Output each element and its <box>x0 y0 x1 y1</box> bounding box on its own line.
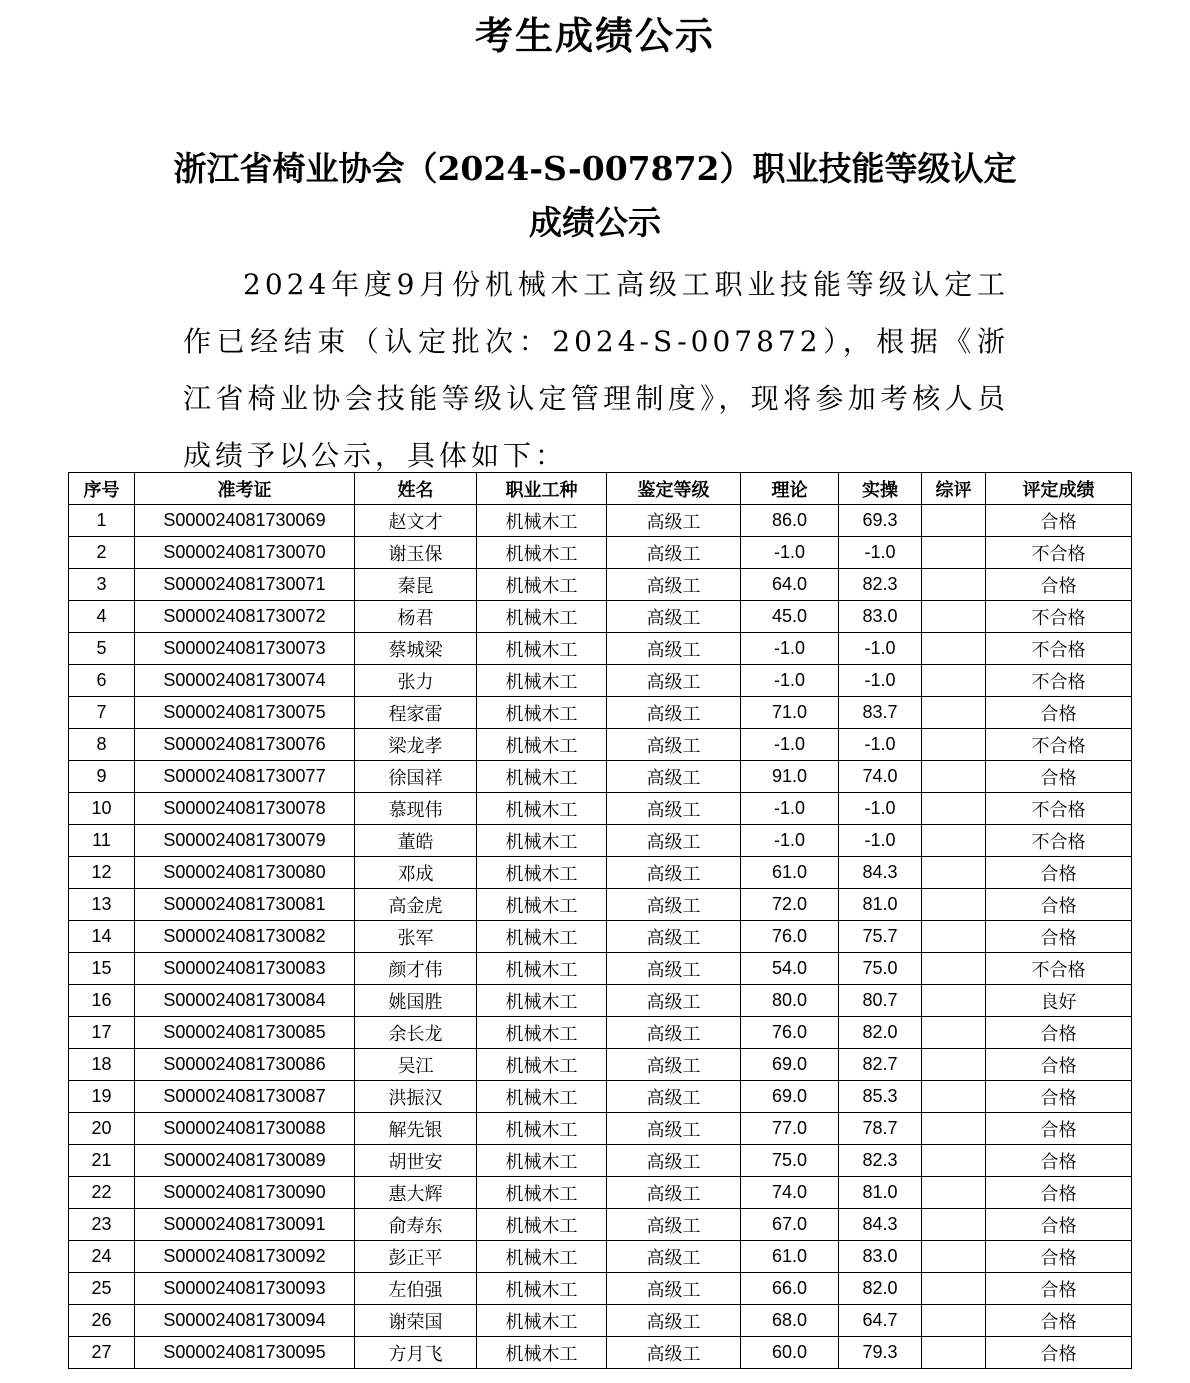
header-cell-ticket: 准考证 <box>135 473 355 505</box>
cell-ticket-number: S000024081730071 <box>135 569 355 601</box>
cell-level: 高级工 <box>607 1145 741 1177</box>
cell-level: 高级工 <box>607 505 741 537</box>
cell-index: 19 <box>69 1081 135 1113</box>
cell-overall-score <box>922 793 986 825</box>
cell-ticket-number: S000024081730083 <box>135 953 355 985</box>
cell-ticket-number: S000024081730075 <box>135 697 355 729</box>
cell-theory-score: 45.0 <box>741 601 839 633</box>
cell-theory-score: -1.0 <box>741 633 839 665</box>
table-row <box>69 1337 1132 1369</box>
cell-occupation: 机械木工 <box>477 985 607 1017</box>
cell-practice-score: 83.0 <box>839 1241 922 1273</box>
cell-level: 高级工 <box>607 921 741 953</box>
table-row <box>69 1049 1132 1081</box>
cell-level: 高级工 <box>607 1305 741 1337</box>
cell-occupation: 机械木工 <box>477 1081 607 1113</box>
document-heading <box>0 142 1190 250</box>
cell-overall-score <box>922 1273 986 1305</box>
cell-level: 高级工 <box>607 697 741 729</box>
header-cell-theory: 理论 <box>741 473 839 505</box>
cell-overall-score <box>922 1081 986 1113</box>
cell-overall-score <box>922 601 986 633</box>
cell-result: 合格 <box>986 1049 1132 1081</box>
cell-overall-score <box>922 729 986 761</box>
cell-index: 3 <box>69 569 135 601</box>
cell-occupation: 机械木工 <box>477 889 607 921</box>
cell-occupation: 机械木工 <box>477 729 607 761</box>
cell-index: 2 <box>69 537 135 569</box>
cell-result: 合格 <box>986 1177 1132 1209</box>
cell-occupation: 机械木工 <box>477 1209 607 1241</box>
document-heading-line1: 浙江省椅业协会（2024-S-007872）职业技能等级认定 <box>173 149 1017 188</box>
cell-overall-score <box>922 1049 986 1081</box>
cell-name: 赵文才 <box>355 505 477 537</box>
cell-overall-score <box>922 1113 986 1145</box>
cell-overall-score <box>922 889 986 921</box>
cell-practice-score: 84.3 <box>839 857 922 889</box>
cell-practice-score: 80.7 <box>839 985 922 1017</box>
cell-practice-score: 69.3 <box>839 505 922 537</box>
cell-occupation: 机械木工 <box>477 857 607 889</box>
table-row <box>69 889 1132 921</box>
header-cell-overall: 综评 <box>922 473 986 505</box>
cell-ticket-number: S000024081730080 <box>135 857 355 889</box>
cell-ticket-number: S000024081730086 <box>135 1049 355 1081</box>
cell-ticket-number: S000024081730076 <box>135 729 355 761</box>
header-cell-occupation: 职业工种 <box>477 473 607 505</box>
cell-overall-score <box>922 1305 986 1337</box>
cell-index: 7 <box>69 697 135 729</box>
cell-index: 12 <box>69 857 135 889</box>
cell-practice-score: 64.7 <box>839 1305 922 1337</box>
cell-name: 程家雷 <box>355 697 477 729</box>
table-header-row <box>69 473 1132 505</box>
cell-overall-score <box>922 697 986 729</box>
table-row <box>69 665 1132 697</box>
cell-theory-score: 66.0 <box>741 1273 839 1305</box>
cell-overall-score <box>922 921 986 953</box>
document-heading-line2: 成绩公示 <box>529 203 661 242</box>
cell-theory-score: 61.0 <box>741 1241 839 1273</box>
cell-occupation: 机械木工 <box>477 633 607 665</box>
cell-result: 合格 <box>986 1241 1132 1273</box>
cell-ticket-number: S000024081730078 <box>135 793 355 825</box>
table-row <box>69 1113 1132 1145</box>
cell-index: 6 <box>69 665 135 697</box>
table-row <box>69 601 1132 633</box>
cell-level: 高级工 <box>607 1209 741 1241</box>
cell-index: 18 <box>69 1049 135 1081</box>
cell-index: 26 <box>69 1305 135 1337</box>
cell-level: 高级工 <box>607 1113 741 1145</box>
cell-ticket-number: S000024081730089 <box>135 1145 355 1177</box>
cell-ticket-number: S000024081730088 <box>135 1113 355 1145</box>
cell-result: 不合格 <box>986 729 1132 761</box>
header-cell-name: 姓名 <box>355 473 477 505</box>
cell-result: 合格 <box>986 1273 1132 1305</box>
cell-practice-score: 81.0 <box>839 1177 922 1209</box>
cell-level: 高级工 <box>607 601 741 633</box>
cell-practice-score: -1.0 <box>839 665 922 697</box>
cell-overall-score <box>922 1177 986 1209</box>
cell-index: 9 <box>69 761 135 793</box>
cell-result: 良好 <box>986 985 1132 1017</box>
cell-ticket-number: S000024081730087 <box>135 1081 355 1113</box>
cell-ticket-number: S000024081730095 <box>135 1337 355 1369</box>
cell-ticket-number: S000024081730084 <box>135 985 355 1017</box>
cell-theory-score: 74.0 <box>741 1177 839 1209</box>
cell-level: 高级工 <box>607 633 741 665</box>
cell-overall-score <box>922 505 986 537</box>
cell-occupation: 机械木工 <box>477 921 607 953</box>
cell-theory-score: 91.0 <box>741 761 839 793</box>
cell-level: 高级工 <box>607 1049 741 1081</box>
cell-index: 27 <box>69 1337 135 1369</box>
cell-theory-score: 54.0 <box>741 953 839 985</box>
header-cell-level: 鉴定等级 <box>607 473 741 505</box>
cell-occupation: 机械木工 <box>477 761 607 793</box>
cell-name: 洪振汉 <box>355 1081 477 1113</box>
cell-level: 高级工 <box>607 1273 741 1305</box>
cell-occupation: 机械木工 <box>477 1337 607 1369</box>
cell-theory-score: 71.0 <box>741 697 839 729</box>
cell-occupation: 机械木工 <box>477 1241 607 1273</box>
cell-result: 不合格 <box>986 601 1132 633</box>
cell-name: 董皓 <box>355 825 477 857</box>
cell-theory-score: -1.0 <box>741 793 839 825</box>
cell-name: 方月飞 <box>355 1337 477 1369</box>
cell-result: 不合格 <box>986 537 1132 569</box>
cell-theory-score: 60.0 <box>741 1337 839 1369</box>
cell-name: 解先银 <box>355 1113 477 1145</box>
cell-practice-score: 81.0 <box>839 889 922 921</box>
cell-ticket-number: S000024081730069 <box>135 505 355 537</box>
cell-ticket-number: S000024081730072 <box>135 601 355 633</box>
cell-ticket-number: S000024081730090 <box>135 1177 355 1209</box>
cell-result: 合格 <box>986 857 1132 889</box>
table-row <box>69 697 1132 729</box>
cell-result: 合格 <box>986 1017 1132 1049</box>
cell-ticket-number: S000024081730082 <box>135 921 355 953</box>
cell-result: 合格 <box>986 1145 1132 1177</box>
cell-level: 高级工 <box>607 857 741 889</box>
cell-overall-score <box>922 1145 986 1177</box>
cell-occupation: 机械木工 <box>477 953 607 985</box>
cell-index: 23 <box>69 1209 135 1241</box>
table-row <box>69 729 1132 761</box>
cell-result: 不合格 <box>986 953 1132 985</box>
cell-occupation: 机械木工 <box>477 697 607 729</box>
cell-result: 合格 <box>986 1081 1132 1113</box>
cell-occupation: 机械木工 <box>477 505 607 537</box>
cell-index: 15 <box>69 953 135 985</box>
table-row <box>69 505 1132 537</box>
cell-result: 不合格 <box>986 633 1132 665</box>
cell-theory-score: 72.0 <box>741 889 839 921</box>
table-row <box>69 985 1132 1017</box>
cell-practice-score: 84.3 <box>839 1209 922 1241</box>
cell-theory-score: 75.0 <box>741 1145 839 1177</box>
cell-occupation: 机械木工 <box>477 601 607 633</box>
cell-occupation: 机械木工 <box>477 1113 607 1145</box>
cell-index: 17 <box>69 1017 135 1049</box>
score-table <box>68 472 1132 1369</box>
cell-practice-score: 83.7 <box>839 697 922 729</box>
table-row <box>69 1273 1132 1305</box>
cell-theory-score: 69.0 <box>741 1049 839 1081</box>
cell-level: 高级工 <box>607 793 741 825</box>
cell-name: 慕现伟 <box>355 793 477 825</box>
table-row <box>69 825 1132 857</box>
table-row <box>69 793 1132 825</box>
cell-result: 合格 <box>986 697 1132 729</box>
cell-result: 合格 <box>986 505 1132 537</box>
cell-index: 13 <box>69 889 135 921</box>
cell-result: 合格 <box>986 921 1132 953</box>
cell-index: 14 <box>69 921 135 953</box>
cell-practice-score: 74.0 <box>839 761 922 793</box>
cell-level: 高级工 <box>607 569 741 601</box>
cell-overall-score <box>922 953 986 985</box>
cell-result: 不合格 <box>986 665 1132 697</box>
cell-ticket-number: S000024081730092 <box>135 1241 355 1273</box>
cell-index: 20 <box>69 1113 135 1145</box>
cell-index: 4 <box>69 601 135 633</box>
cell-practice-score: -1.0 <box>839 633 922 665</box>
cell-practice-score: 82.3 <box>839 569 922 601</box>
cell-name: 秦昆 <box>355 569 477 601</box>
cell-level: 高级工 <box>607 953 741 985</box>
cell-overall-score <box>922 761 986 793</box>
cell-index: 5 <box>69 633 135 665</box>
cell-ticket-number: S000024081730093 <box>135 1273 355 1305</box>
cell-occupation: 机械木工 <box>477 1273 607 1305</box>
cell-practice-score: 83.0 <box>839 601 922 633</box>
cell-result: 合格 <box>986 569 1132 601</box>
cell-name: 姚国胜 <box>355 985 477 1017</box>
cell-result: 合格 <box>986 1337 1132 1369</box>
cell-ticket-number: S000024081730081 <box>135 889 355 921</box>
cell-name: 高金虎 <box>355 889 477 921</box>
cell-occupation: 机械木工 <box>477 1017 607 1049</box>
table-row <box>69 921 1132 953</box>
cell-practice-score: 82.3 <box>839 1145 922 1177</box>
cell-name: 谢玉保 <box>355 537 477 569</box>
cell-index: 1 <box>69 505 135 537</box>
cell-theory-score: 86.0 <box>741 505 839 537</box>
cell-overall-score <box>922 985 986 1017</box>
cell-occupation: 机械木工 <box>477 665 607 697</box>
cell-result: 合格 <box>986 1209 1132 1241</box>
cell-name: 蔡城梁 <box>355 633 477 665</box>
cell-level: 高级工 <box>607 729 741 761</box>
cell-overall-score <box>922 569 986 601</box>
cell-theory-score: 68.0 <box>741 1305 839 1337</box>
cell-overall-score <box>922 825 986 857</box>
cell-level: 高级工 <box>607 985 741 1017</box>
cell-theory-score: 77.0 <box>741 1113 839 1145</box>
cell-theory-score: -1.0 <box>741 729 839 761</box>
table-row <box>69 537 1132 569</box>
cell-practice-score: 82.0 <box>839 1273 922 1305</box>
table-row <box>69 857 1132 889</box>
cell-occupation: 机械木工 <box>477 1049 607 1081</box>
cell-name: 谢荣国 <box>355 1305 477 1337</box>
table-row <box>69 1241 1132 1273</box>
cell-result: 不合格 <box>986 825 1132 857</box>
cell-name: 杨君 <box>355 601 477 633</box>
cell-name: 彭正平 <box>355 1241 477 1273</box>
header-cell-practice: 实操 <box>839 473 922 505</box>
cell-occupation: 机械木工 <box>477 1305 607 1337</box>
cell-name: 张军 <box>355 921 477 953</box>
cell-ticket-number: S000024081730091 <box>135 1209 355 1241</box>
cell-level: 高级工 <box>607 665 741 697</box>
cell-overall-score <box>922 1017 986 1049</box>
cell-theory-score: 67.0 <box>741 1209 839 1241</box>
cell-level: 高级工 <box>607 1081 741 1113</box>
cell-result: 合格 <box>986 1305 1132 1337</box>
cell-practice-score: 82.0 <box>839 1017 922 1049</box>
cell-occupation: 机械木工 <box>477 825 607 857</box>
score-table-body <box>69 505 1132 1369</box>
cell-practice-score: 75.0 <box>839 953 922 985</box>
cell-practice-score: 75.7 <box>839 921 922 953</box>
intro-paragraph: 2024年度9月份机械木工高级工职业技能等级认定工作已经结束（认定批次：2024-S-007872），根据《浙江省椅业协会技能等级认定管理制度》，现将参加考核人员成绩予以公示，具体如下： <box>183 268 1009 472</box>
cell-practice-score: -1.0 <box>839 729 922 761</box>
cell-name: 梁龙孝 <box>355 729 477 761</box>
cell-index: 24 <box>69 1241 135 1273</box>
table-row <box>69 1145 1132 1177</box>
cell-overall-score <box>922 537 986 569</box>
cell-name: 吴江 <box>355 1049 477 1081</box>
cell-overall-score <box>922 633 986 665</box>
cell-level: 高级工 <box>607 537 741 569</box>
cell-theory-score: -1.0 <box>741 537 839 569</box>
cell-overall-score <box>922 1209 986 1241</box>
cell-theory-score: 69.0 <box>741 1081 839 1113</box>
cell-practice-score: 79.3 <box>839 1337 922 1369</box>
cell-index: 22 <box>69 1177 135 1209</box>
cell-practice-score: -1.0 <box>839 825 922 857</box>
cell-level: 高级工 <box>607 1177 741 1209</box>
cell-occupation: 机械木工 <box>477 793 607 825</box>
cell-ticket-number: S000024081730094 <box>135 1305 355 1337</box>
table-row <box>69 1081 1132 1113</box>
cell-index: 16 <box>69 985 135 1017</box>
cell-level: 高级工 <box>607 761 741 793</box>
cell-practice-score: 78.7 <box>839 1113 922 1145</box>
cell-occupation: 机械木工 <box>477 1145 607 1177</box>
cell-theory-score: 61.0 <box>741 857 839 889</box>
cell-name: 张力 <box>355 665 477 697</box>
cell-level: 高级工 <box>607 825 741 857</box>
cell-name: 颜才伟 <box>355 953 477 985</box>
cell-ticket-number: S000024081730077 <box>135 761 355 793</box>
cell-theory-score: 76.0 <box>741 921 839 953</box>
table-row <box>69 1177 1132 1209</box>
cell-ticket-number: S000024081730085 <box>135 1017 355 1049</box>
cell-overall-score <box>922 665 986 697</box>
table-row <box>69 953 1132 985</box>
cell-theory-score: 76.0 <box>741 1017 839 1049</box>
cell-practice-score: -1.0 <box>839 537 922 569</box>
cell-name: 左伯强 <box>355 1273 477 1305</box>
cell-practice-score: -1.0 <box>839 793 922 825</box>
table-row <box>69 761 1132 793</box>
cell-theory-score: 64.0 <box>741 569 839 601</box>
cell-overall-score <box>922 1337 986 1369</box>
cell-index: 11 <box>69 825 135 857</box>
cell-index: 10 <box>69 793 135 825</box>
cell-theory-score: -1.0 <box>741 665 839 697</box>
page-title: 考生成绩公示 <box>474 13 715 58</box>
cell-level: 高级工 <box>607 1241 741 1273</box>
cell-name: 邓成 <box>355 857 477 889</box>
cell-name: 俞寿东 <box>355 1209 477 1241</box>
cell-overall-score <box>922 1241 986 1273</box>
cell-theory-score: -1.0 <box>741 825 839 857</box>
cell-name: 徐国祥 <box>355 761 477 793</box>
table-row <box>69 1017 1132 1049</box>
header-cell-result: 评定成绩 <box>986 473 1132 505</box>
cell-index: 21 <box>69 1145 135 1177</box>
cell-name: 余长龙 <box>355 1017 477 1049</box>
cell-occupation: 机械木工 <box>477 537 607 569</box>
cell-occupation: 机械木工 <box>477 569 607 601</box>
cell-practice-score: 82.7 <box>839 1049 922 1081</box>
cell-result: 不合格 <box>986 793 1132 825</box>
cell-ticket-number: S000024081730070 <box>135 537 355 569</box>
cell-name: 惠大辉 <box>355 1177 477 1209</box>
cell-index: 25 <box>69 1273 135 1305</box>
table-row <box>69 1305 1132 1337</box>
cell-name: 胡世安 <box>355 1145 477 1177</box>
cell-result: 合格 <box>986 761 1132 793</box>
cell-level: 高级工 <box>607 889 741 921</box>
cell-ticket-number: S000024081730074 <box>135 665 355 697</box>
cell-ticket-number: S000024081730073 <box>135 633 355 665</box>
table-row <box>69 1209 1132 1241</box>
table-row <box>69 569 1132 601</box>
header-cell-index: 序号 <box>69 473 135 505</box>
cell-theory-score: 80.0 <box>741 985 839 1017</box>
cell-index: 8 <box>69 729 135 761</box>
cell-ticket-number: S000024081730079 <box>135 825 355 857</box>
cell-level: 高级工 <box>607 1337 741 1369</box>
cell-result: 合格 <box>986 889 1132 921</box>
cell-practice-score: 85.3 <box>839 1081 922 1113</box>
table-row <box>69 633 1132 665</box>
cell-level: 高级工 <box>607 1017 741 1049</box>
cell-occupation: 机械木工 <box>477 1177 607 1209</box>
cell-overall-score <box>922 857 986 889</box>
cell-result: 合格 <box>986 1113 1132 1145</box>
